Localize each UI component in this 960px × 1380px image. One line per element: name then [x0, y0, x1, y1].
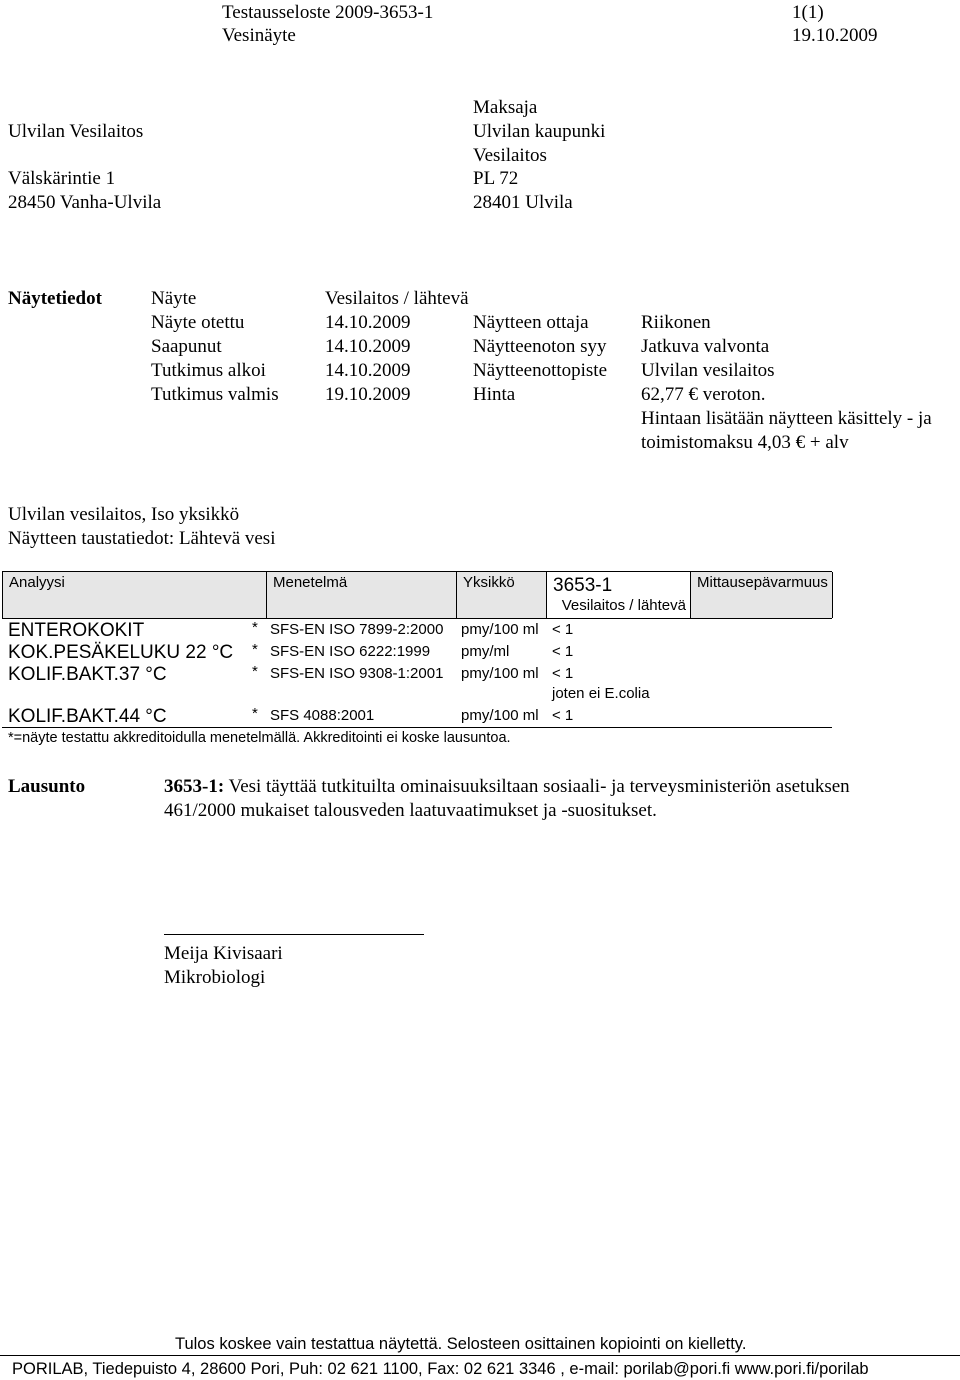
row-method: SFS-EN ISO 7899-2:2000: [270, 621, 444, 638]
row-analysis: KOLIF.BAKT.44 °C: [8, 706, 167, 727]
accreditation-footnote: *=näyte testattu akkreditoidulla menetelmällä. Akkreditointi ei koske lausuntoa.: [8, 730, 511, 746]
statement-text-1: Vesi täyttää tutkituilta ominaisuuksiltaan sosiaali- ja terveysministeriön asetuksen: [228, 776, 850, 797]
col-sample-sub: Vesilaitos / lähtevä: [561, 597, 686, 615]
sampled-label: Näyte otettu: [151, 312, 245, 333]
row-method: SFS-EN ISO 6222:1999: [270, 643, 431, 660]
report-title: Testausseloste 2009-3653-1: [222, 2, 434, 23]
price-note-1: Hintaan lisätään näytteen käsittely - ja: [641, 408, 932, 429]
col-uncertainty: Mittausepävarmuus: [691, 572, 833, 618]
table-row: [2, 663, 832, 705]
sampler-label: Näytteen ottaja: [473, 312, 589, 333]
price-value: 62,77 € veroton.: [641, 384, 766, 405]
price-note-2: toimistomaksu 4,03 € + alv: [641, 432, 849, 453]
col-sample: [547, 572, 691, 618]
started-label: Tutkimus alkoi: [151, 360, 266, 381]
payer-label: Maksaja: [473, 97, 538, 118]
signer-name: Meija Kivisaari: [164, 943, 283, 964]
customer-street: Välskärintie 1: [8, 168, 116, 189]
row-accredited-mark: *: [252, 619, 258, 636]
point-label: Näytteenottopiste: [473, 360, 608, 381]
row-analysis: ENTEROKOKIT: [8, 620, 145, 641]
row-accredited-mark: *: [252, 663, 258, 680]
payer-line1: Ulvilan kaupunki: [473, 121, 606, 142]
row-result: < 1: [552, 665, 574, 682]
payer-line3: PL 72: [473, 168, 519, 189]
row-unit: pmy/100 ml: [461, 707, 539, 724]
finished-date: 19.10.2009: [325, 384, 411, 405]
payer-line4: 28401 Ulvila: [473, 192, 573, 213]
sample-info-label: Näytetiedot: [8, 288, 102, 309]
row-result: < 1: [552, 707, 574, 724]
payer-line2: Vesilaitos: [473, 145, 547, 166]
results-table-header: [2, 571, 832, 619]
footer-rule: [0, 1355, 960, 1356]
arrived-label: Saapunut: [151, 336, 222, 357]
sampled-date: 14.10.2009: [325, 312, 411, 333]
col-analysis: Analyysi: [3, 572, 267, 618]
row-result: < 1: [552, 643, 574, 660]
row-analysis: KOLIF.BAKT.37 °C: [8, 664, 167, 685]
page-number: 1(1): [792, 2, 824, 23]
row-result-note: joten ei E.colia: [552, 685, 650, 702]
row-unit: pmy/100 ml: [461, 621, 539, 638]
site-line-2: Näytteen taustatiedot: Lähtevä vesi: [8, 528, 276, 549]
row-analysis: KOK.PESÄKELUKU 22 °C: [8, 642, 234, 663]
reason-value: Jatkuva valvonta: [641, 336, 770, 357]
col-sample-id: 3653-1: [553, 575, 613, 596]
statement-label: Lausunto: [8, 776, 86, 797]
arrived-date: 14.10.2009: [325, 336, 411, 357]
sampler-value: Riikonen: [641, 312, 711, 333]
statement-id: 3653-1:: [164, 776, 225, 797]
customer-city: 28450 Vanha-Ulvila: [8, 192, 162, 213]
statement-line-1: [164, 775, 850, 799]
results-table: [2, 571, 832, 747]
col-method: Menetelmä: [267, 572, 457, 618]
row-unit: pmy/ml: [461, 643, 510, 660]
row-unit: pmy/100 ml: [461, 665, 539, 682]
row-method: SFS-EN ISO 9308-1:2001: [270, 665, 444, 682]
row-method: SFS 4088:2001: [270, 707, 375, 724]
site-line-1: Ulvilan vesilaitos, Iso yksikkö: [8, 504, 240, 525]
point-value: Ulvilan vesilaitos: [641, 360, 775, 381]
row-accredited-mark: *: [252, 641, 258, 658]
col-unit: Yksikkö: [457, 572, 547, 618]
row-accredited-mark: *: [252, 705, 258, 722]
row-result: < 1: [552, 621, 574, 638]
sample-value: Vesilaitos / lähtevä: [325, 288, 469, 309]
report-date: 19.10.2009: [792, 25, 878, 46]
price-label: Hinta: [473, 384, 516, 405]
signer-title: Mikrobiologi: [164, 967, 266, 988]
statement-text-2: 461/2000 mukaiset talousveden laatuvaatimukset ja -suositukset.: [164, 800, 657, 821]
reason-label: Näytteenoton syy: [473, 336, 607, 357]
table-row: [2, 705, 832, 727]
signature-line: [164, 934, 424, 935]
customer-name: Ulvilan Vesilaitos: [8, 121, 144, 142]
sample-label: Näyte: [151, 288, 197, 309]
footer-notice: Tulos koskee vain testattua näytettä. Selosteen osittainen kopiointi on kielletty.: [175, 1335, 747, 1353]
finished-label: Tutkimus valmis: [151, 384, 279, 405]
started-date: 14.10.2009: [325, 360, 411, 381]
report-subtitle: Vesinäyte: [222, 25, 296, 46]
footer-contact: PORILAB, Tiedepuisto 4, 28600 Pori, Puh: 02 621 1100, Fax: 02 621 3346 , e-mail: porilab@pori.fi www.pori.fi/porilab: [12, 1360, 869, 1378]
table-row: [2, 619, 832, 641]
table-row: [2, 641, 832, 663]
